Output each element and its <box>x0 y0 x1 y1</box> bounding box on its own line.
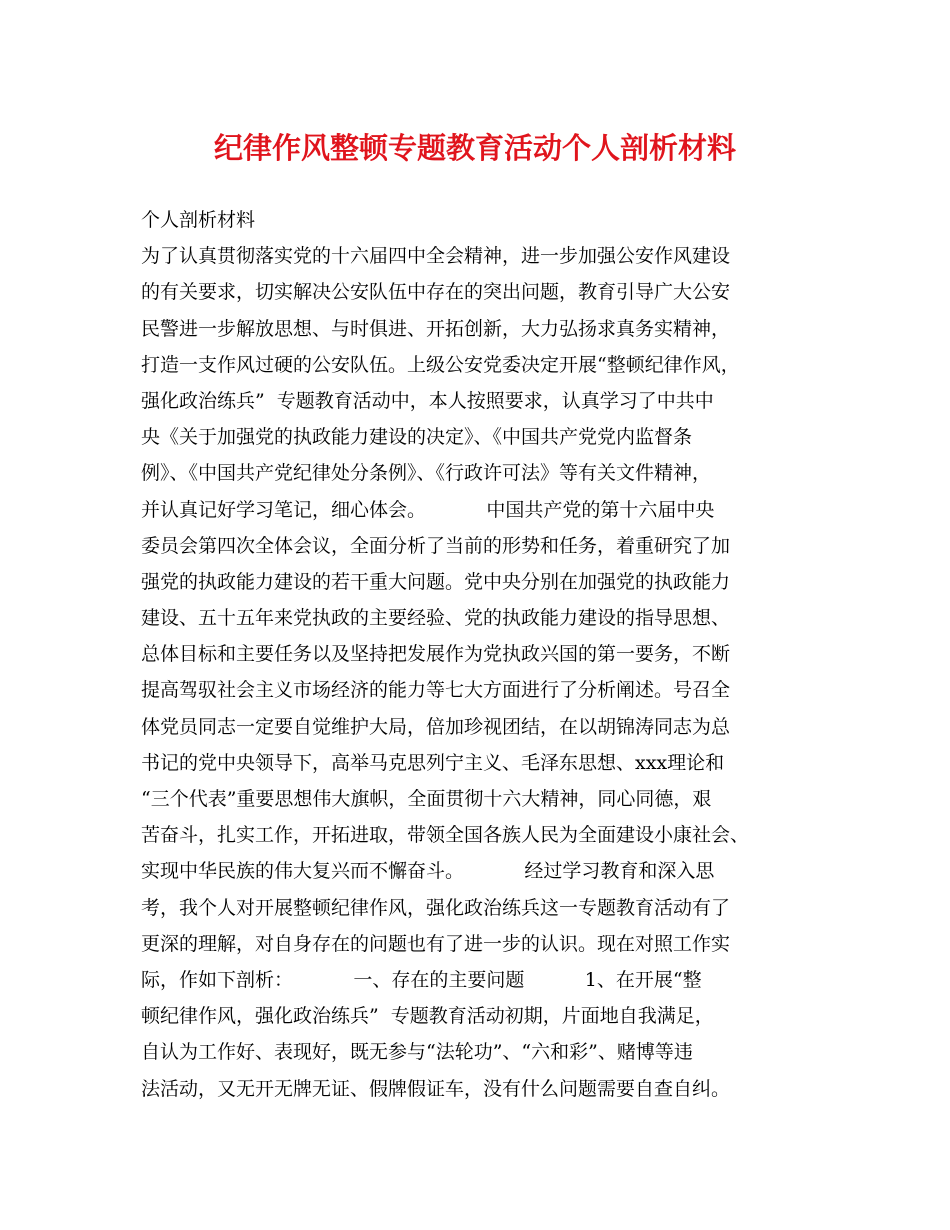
body-line: 苦奋斗，扎实工作，开拓进取，带领全国各族人民为全面建设小康社会、 <box>141 824 750 847</box>
body-line: 为了认真贯彻落实党的十六届四中全会精神，进一步加强公安作风建设 <box>141 245 731 268</box>
body-line: 强党的执政能力建设的若干重大问题。党中央分别在加强党的执政能力 <box>141 570 731 593</box>
body-line: 体党员同志一定要自觉维护大局，倍加珍视团结，在以胡锦涛同志为总 <box>141 715 731 738</box>
body-line: 考，我个人对开展整顿纪律作风，强化政治练兵这一专题教育活动有了 <box>141 896 731 919</box>
body-line: 个人剖析材料 <box>141 209 256 231</box>
body-line: 法活动，又无开无牌无证、假牌假证车，没有什么问题需要自查自纠。 <box>141 1077 731 1100</box>
body-line: 例》、《中国共产党纪律处分条例》、《行政许可法》等有关文件精神， <box>141 462 712 485</box>
body-line: 央《关于加强党的执政能力建设的决定》、《中国共产党党内监督条 <box>141 426 693 449</box>
body-line: 提高驾驭社会主义市场经济的能力等七大方面进行了分析阐述。号召全 <box>141 679 731 702</box>
body-line: 顿纪律作风，强化政治练兵” 专题教育活动初期，片面地自我满足， <box>141 1005 714 1028</box>
body-line: 更深的理解，对自身存在的问题也有了进一步的认识。现在对照工作实 <box>141 932 731 955</box>
body-line: 总体目标和主要任务以及坚持把发展作为党执政兴国的第一要务，不断 <box>141 643 731 666</box>
document-body <box>141 202 841 1107</box>
body-line: 际，作如下剖析： 一、存在的主要问题 1、在开展“整 <box>141 968 702 991</box>
body-line: 打造一支作风过硬的公安队伍。上级公安党委决定开展“整顿纪律作风， <box>141 353 740 376</box>
body-line: 委员会第四次全体会议，全面分析了当前的形势和任务，着重研究了加 <box>141 534 731 557</box>
body-line: 建设、五十五年来党执政的主要经验、党的执政能力建设的指导思想、 <box>141 607 731 630</box>
body-line: 实现中华民族的伟大复兴而不懈奋斗。 经过学习教育和深入思 <box>141 860 715 883</box>
body-line: 书记的党中央领导下，高举马克思列宁主义、毛泽东思想、xxx理论和 <box>141 751 725 774</box>
body-line: 自认为工作好、表现好，既无参与“法轮功”、“六和彩”、赌博等违 <box>141 1041 693 1064</box>
document-title: 纪律作风整顿专题教育活动个人剖析材料 <box>213 131 736 165</box>
body-line: 民警进一步解放思想、与时俱进、开拓创新，大力弘扬求真务实精神， <box>141 317 731 340</box>
body-line: 并认真记好学习笔记，细心体会。 中国共产党的第十六届中央 <box>141 498 715 521</box>
body-line: 的有关要求，切实解决公安队伍中存在的突出问题，教育引导广大公安 <box>141 281 731 304</box>
body-line: “三个代表”重要思想伟大旗帜，全面贯彻十六大精神，同心同德，艰 <box>141 788 712 810</box>
body-line: 强化政治练兵” 专题教育活动中，本人按照要求，认真学习了中共中 <box>141 389 714 412</box>
